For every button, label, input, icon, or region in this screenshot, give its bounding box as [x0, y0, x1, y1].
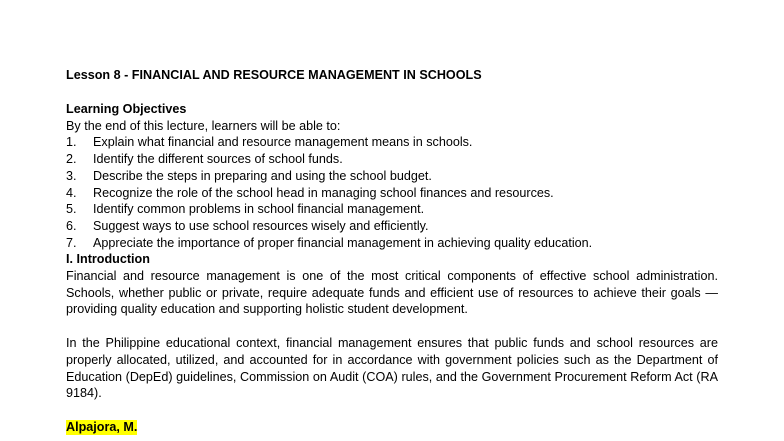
list-item-number: 1.: [66, 135, 77, 150]
blank-line: [66, 318, 718, 335]
blank-line: [66, 402, 718, 419]
author-tag: Alpajora, M.: [66, 419, 138, 434]
objectives-list: [66, 134, 718, 251]
list-item: [66, 168, 718, 185]
list-item-text: Identify the different sources of school funds.: [93, 152, 343, 167]
list-item: [66, 151, 718, 168]
introduction-heading: I. Introduction: [66, 252, 150, 267]
list-item-number: 3.: [66, 168, 77, 183]
document-page: [66, 67, 718, 436]
objectives-heading: Learning Objectives: [66, 102, 187, 116]
list-item: [66, 235, 718, 252]
list-item-text: Identify common problems in school financial management.: [93, 202, 425, 217]
list-item-text: Suggest ways to use school resources wisely and efficiently.: [93, 218, 429, 233]
list-item: [66, 134, 718, 151]
lesson-title: Lesson 8 - FINANCIAL AND RESOURCE MANAGEMENT IN SCHOOLS: [66, 68, 482, 82]
list-item: [66, 218, 718, 235]
author-line: [66, 419, 718, 436]
list-item: [66, 201, 718, 218]
list-item-number: 5.: [66, 202, 77, 217]
list-item-number: 6.: [66, 218, 77, 233]
blank-line: [66, 84, 718, 101]
list-item-number: 4.: [66, 185, 77, 200]
list-item-text: Explain what financial and resource management means in schools.: [93, 135, 473, 150]
introduction-paragraph-1: Financial and resource management is one of the most critical components of effective school administration. Schools, whether public or private, require adequate funds and efficient use of resources to achieve their goals — providing quality education and supporting holistic student development.: [66, 269, 718, 317]
introduction-paragraph-2: In the Philippine educational context, financial management ensures that public funds and school resources are properly allocated, utilized, and accounted for in accordance with government policies such as the Department of Education (DepEd) guidelines, Commission on Audit (COA) rules, and the Government Procurement Reform Act (RA 9184).: [66, 336, 718, 401]
list-item-text: Recognize the role of the school head in managing school finances and resources.: [93, 185, 554, 200]
list-item: [66, 185, 718, 202]
list-item-number: 7.: [66, 235, 77, 250]
list-item-number: 2.: [66, 152, 77, 167]
objectives-intro: By the end of this lecture, learners will be able to:: [66, 118, 341, 133]
list-item-text: Appreciate the importance of proper financial management in achieving quality education.: [93, 235, 593, 250]
list-item-text: Describe the steps in preparing and using the school budget.: [93, 168, 432, 183]
